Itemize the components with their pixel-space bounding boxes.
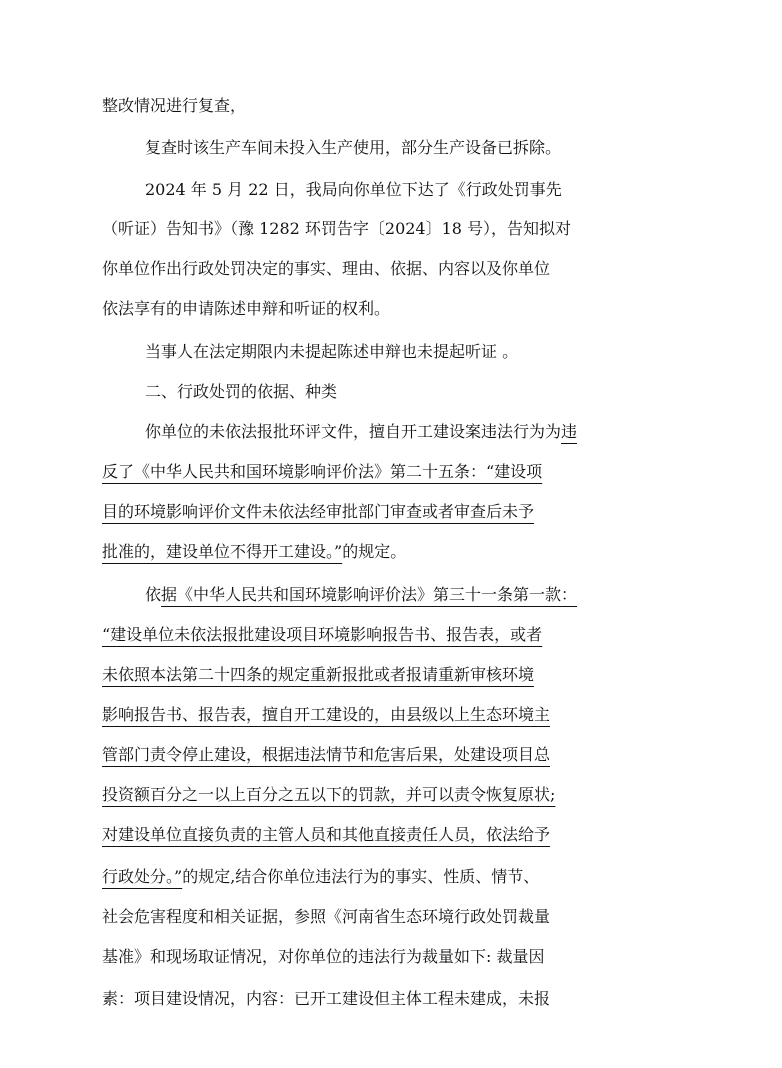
text-line <box>102 983 702 1015</box>
text-run: 的规定。 <box>342 542 407 561</box>
text-run: 整改情况进行复查， <box>102 96 247 115</box>
text-line <box>145 579 702 611</box>
underlined-text-run: 对建设单位直接负责的主管人员和其他直接责任人员，依法给予 <box>102 825 551 844</box>
text-line <box>102 699 702 731</box>
text-run: 素：项目建设情况，内容：已开工建设但主体工程未建成，未报 <box>102 989 551 1008</box>
text-run: 当事人在法定期限内未提起陈述申辩也未提起听证 。 <box>145 342 519 361</box>
underlined-text-run: 据《中华人民共和国环境影响评价法》第三十一条第一款 <box>161 585 562 604</box>
underlined-text-run: 投资额百分之一以上百分之五以下的罚款，并可以责令恢复原状; <box>102 785 556 804</box>
underlined-text-run: 目的环境影响评价文件未依法经审批部门审查或者审查后未予 <box>102 502 535 521</box>
text-run: 2024 年 5 月 22 日，我局向你单位下达了《行政处罚事先 <box>145 180 562 199</box>
text-line <box>102 213 702 245</box>
text-line <box>102 901 702 933</box>
text-run: 基准》和现场取证情况，对你单位的违法行为裁量如下: 裁量因 <box>102 947 545 966</box>
text-run: 你单位的未依法报批环评文件，擅自开工建设案违法行为为 <box>145 422 562 441</box>
text-line <box>102 456 702 488</box>
text-line <box>102 819 702 851</box>
text-line <box>102 293 702 325</box>
text-line <box>145 132 702 164</box>
text-run: 社会危害程度和相关证据，参照《河南省生态环境行政处罚裁量 <box>102 907 551 926</box>
underlined-text-run: ： <box>561 585 578 604</box>
text-run: 你单位作出行政处罚决定的事实、理由、依据、内容以及你单位 <box>102 259 551 278</box>
text-line <box>102 253 702 285</box>
text-line <box>102 536 702 568</box>
text-line <box>102 779 702 811</box>
text-run: 依法享有的申请陈述申辩和听证的权利。 <box>102 299 391 318</box>
text-line <box>102 619 702 651</box>
text-line <box>102 941 702 973</box>
text-line <box>102 496 702 528</box>
text-line <box>145 336 702 368</box>
text-run: 的规定,结合你单位违法行为的事实、性质、情节、 <box>182 867 540 886</box>
section-heading <box>145 376 702 408</box>
underlined-text-run: 反了《中华人民共和国环境影响评价法》第二十五条：“建设项 <box>102 462 543 481</box>
underlined-text-run: 违 <box>561 422 578 441</box>
underlined-text-run: 影响报告书、报告表，擅自开工建设的，由县级以上生态环境主 <box>102 705 551 724</box>
text-run: 依 <box>145 585 162 604</box>
text-line <box>145 174 702 206</box>
text-line <box>102 861 702 893</box>
text-line <box>102 659 702 691</box>
text-run: 二、行政处罚的依据、种类 <box>145 382 338 401</box>
text-line <box>102 739 702 771</box>
text-line <box>102 90 702 122</box>
underlined-text-run: 批准的，建设单位不得开工建设。” <box>102 542 343 561</box>
underlined-text-run: 管部门责令停止建设，根据违法情节和危害后果，处建设项目总 <box>102 745 551 764</box>
text-run: 复查时该生产车间未投入生产使用，部分生产设备已拆除。 <box>145 138 562 157</box>
text-line <box>145 416 702 448</box>
underlined-text-run: 未依照本法第二十四条的规定重新报批或者报请重新审核环境 <box>102 665 535 684</box>
text-run: （听证）告知书》（豫 1282 环罚告字〔2024〕18 号），告知拟对 <box>102 219 572 238</box>
underlined-text-run: “建设单位未依法报批建设项目环境影响报告书、报告表，或者 <box>102 625 543 644</box>
underlined-text-run: 行政处分。” <box>102 867 183 886</box>
